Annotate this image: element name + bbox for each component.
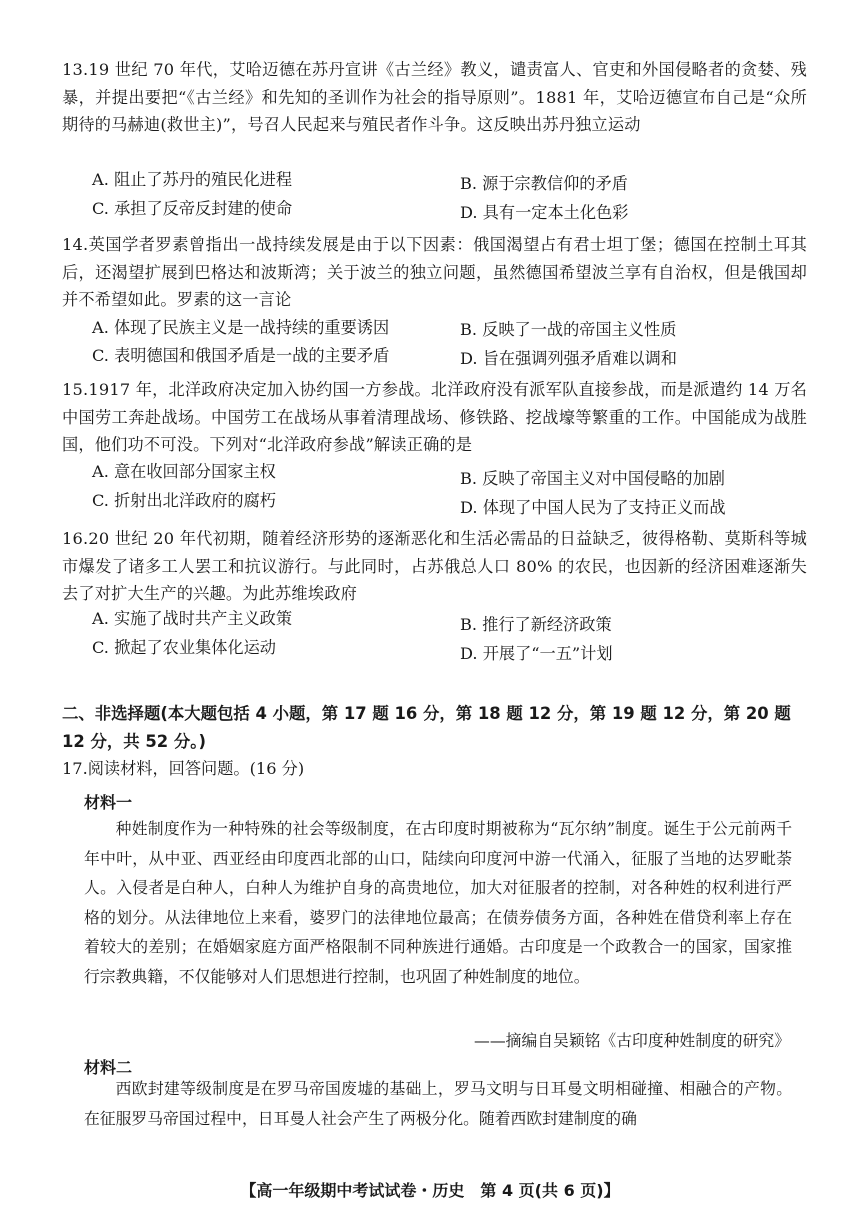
question-16-option-b: B. 推行了新经济政策 bbox=[460, 615, 612, 634]
question-15-option-d: D. 体现了中国人民为了支持正义而战 bbox=[460, 498, 726, 517]
question-13-option-d: D. 具有一定本土化色彩 bbox=[460, 203, 629, 222]
material-2-title: 材料二 bbox=[84, 1058, 133, 1077]
question-15-option-a: A. 意在收回部分国家主权 bbox=[92, 462, 276, 481]
page-footer: 【高一年级期中考试试卷・历史 第 4 页(共 6 页)】 bbox=[240, 1181, 620, 1200]
question-13-option-b: B. 源于宗教信仰的矛盾 bbox=[460, 174, 628, 193]
material-1-source: ——摘编自吴颖铭《古印度种姓制度的研究》 bbox=[474, 1031, 790, 1050]
question-16-option-a: A. 实施了战时共产主义政策 bbox=[92, 609, 293, 628]
question-16-option-d: D. 开展了“一五”计划 bbox=[460, 644, 613, 663]
question-16-option-c: C. 掀起了农业集体化运动 bbox=[92, 638, 276, 657]
question-15-stem: 15.1917 年，北洋政府决定加入协约国一方参战。北洋政府没有派军队直接参战，而是派遣约 14 万名中国劳工奔赴战场。中国劳工在战场从事着清理战场、修铁路、挖战壕等繁重的工作。中国能成为战胜国，他们功不可没。下列对“北洋政府参战”解读正确的是 bbox=[62, 380, 807, 454]
section-2-heading: 二、非选择题(本大题包括 4 小题，第 17 题 16 分，第 18 题 12 分，第 19 题 12 分，第 20 题 12 分，共 52 分。) bbox=[62, 704, 791, 751]
question-17-title: 17.阅读材料，回答问题。(16 分) bbox=[62, 759, 305, 778]
question-15-option-c: C. 折射出北洋政府的腐朽 bbox=[92, 491, 276, 510]
question-15-option-b: B. 反映了帝国主义对中国侵略的加剧 bbox=[460, 469, 725, 488]
question-14-option-b: B. 反映了一战的帝国主义性质 bbox=[460, 320, 677, 339]
question-14-stem: 14.英国学者罗素曾指出一战持续发展是由于以下因素：俄国渴望占有君士坦丁堡；德国在控制土耳其后，还渴望扩展到巴格达和波斯湾；关于波兰的独立问题，虽然德国希望波兰享有自治权，但是俄国却并不希望如此。罗素的这一言论 bbox=[62, 235, 807, 309]
material-1-title: 材料一 bbox=[84, 793, 133, 812]
question-13-option-a: A. 阻止了苏丹的殖民化进程 bbox=[92, 170, 293, 189]
question-16-stem: 16.20 世纪 20 年代初期，随着经济形势的逐渐恶化和生活必需品的日益缺乏，彼得格勒、莫斯科等城市爆发了诸多工人罢工和抗议游行。与此同时，占苏俄总人口 80% 的农民，也因新的经济困难逐渐失去了对扩大生产的兴趣。为此苏维埃政府 bbox=[62, 529, 807, 603]
question-14-option-c: C. 表明德国和俄国矛盾是一战的主要矛盾 bbox=[92, 346, 390, 365]
material-2-text: 西欧封建等级制度是在罗马帝国废墟的基础上，罗马文明与日耳曼文明相碰撞、相融合的产物。在征服罗马帝国过程中，日耳曼人社会产生了两极分化。随着西欧封建制度的确 bbox=[84, 1079, 792, 1128]
question-13-option-c: C. 承担了反帝反封建的使命 bbox=[92, 199, 293, 218]
question-13-stem: 13.19 世纪 70 年代，艾哈迈德在苏丹宣讲《古兰经》教义，谴责富人、官吏和外国侵略者的贪婪、残暴，并提出要把“《古兰经》和先知的圣训作为社会的指导原则”。1881 年，艾哈迈德宣布自己是“众所期待的马赫迪(救世主)”，号召人民起来与殖民者作斗争。这反映出苏丹独立运动 bbox=[62, 60, 807, 134]
question-14-option-d: D. 旨在强调列强矛盾难以调和 bbox=[460, 349, 677, 368]
material-1-text: 种姓制度作为一种特殊的社会等级制度，在古印度时期被称为“瓦尔纳”制度。诞生于公元前两千年中叶，从中亚、西亚经由印度西北部的山口，陆续向印度河中游一代涌入，征服了当地的达罗毗荼人。入侵者是白种人，白种人为维护自身的高贵地位，加大对征服者的控制，对各种姓的权利进行严格的划分。从法律地位上来看，婆罗门的法律地位最高；在债券债务方面，各种姓在借贷利率上存在着较大的差别；在婚姻家庭方面严格限制不同种族进行通婚。古印度是一个政教合一的国家，国家推行宗教典籍，不仅能够对人们思想进行控制，也巩固了种姓制度的地位。 bbox=[84, 819, 792, 986]
question-14-option-a: A. 体现了民族主义是一战持续的重要诱因 bbox=[92, 318, 390, 337]
